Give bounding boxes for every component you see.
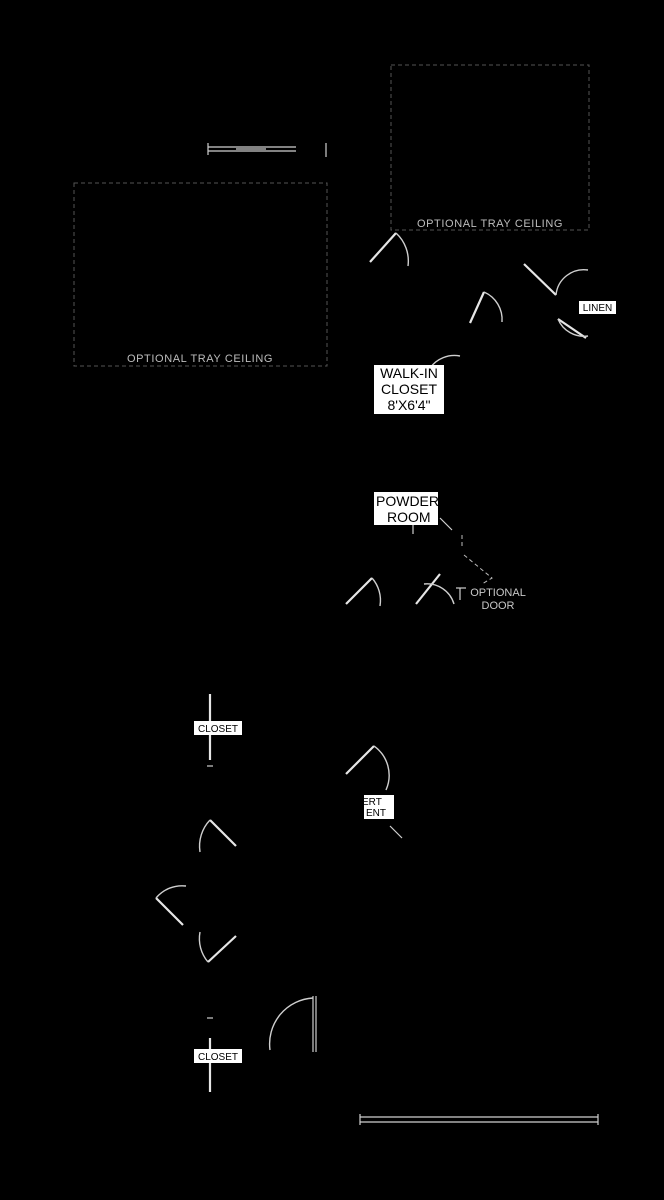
door-swing-left xyxy=(156,886,186,925)
cut-label xyxy=(362,795,394,819)
door-swing-hall xyxy=(470,292,502,323)
closet-upper-label: CLOSET xyxy=(197,724,239,735)
powder-door-right xyxy=(416,574,454,604)
door-swing-bottom xyxy=(270,996,316,1052)
tray-ceiling-left-outline xyxy=(74,183,327,366)
tray-ceiling-upper-outline xyxy=(391,65,589,230)
powder-room-label-line1: POWDER xyxy=(376,493,439,509)
closet-lower-label: CLOSET xyxy=(197,1052,239,1063)
walk-in-dimension: 8'X6'4" xyxy=(387,397,431,413)
powder-room-label xyxy=(374,492,439,525)
entry-door-swing xyxy=(346,746,389,790)
door-swing-mid xyxy=(200,820,236,852)
door-swing-upper xyxy=(370,233,408,266)
top-window xyxy=(208,143,326,157)
linen-double-doors xyxy=(524,264,588,338)
entry-door-stub xyxy=(390,826,402,838)
tray-ceiling-left-label: OPTIONAL TRAY CEILING xyxy=(126,353,274,365)
walk-in-label-line1: WALK-IN xyxy=(380,365,438,381)
cut-label-line2: ENT xyxy=(366,808,386,819)
optional-door-label-line1: OPTIONAL xyxy=(470,587,526,599)
cut-label-line1: ERT xyxy=(362,797,382,808)
linen-label: LINEN xyxy=(582,303,613,314)
powder-door-left xyxy=(346,578,380,606)
door-swing-lower xyxy=(199,932,236,962)
optional-door-label-line2: DOOR xyxy=(481,600,515,612)
bottom-window xyxy=(360,1114,598,1125)
walk-in-label-line2: CLOSET xyxy=(380,381,438,397)
powder-room-label-line2: ROOM xyxy=(387,509,431,525)
tray-ceiling-upper-label: OPTIONAL TRAY CEILING xyxy=(416,218,564,230)
